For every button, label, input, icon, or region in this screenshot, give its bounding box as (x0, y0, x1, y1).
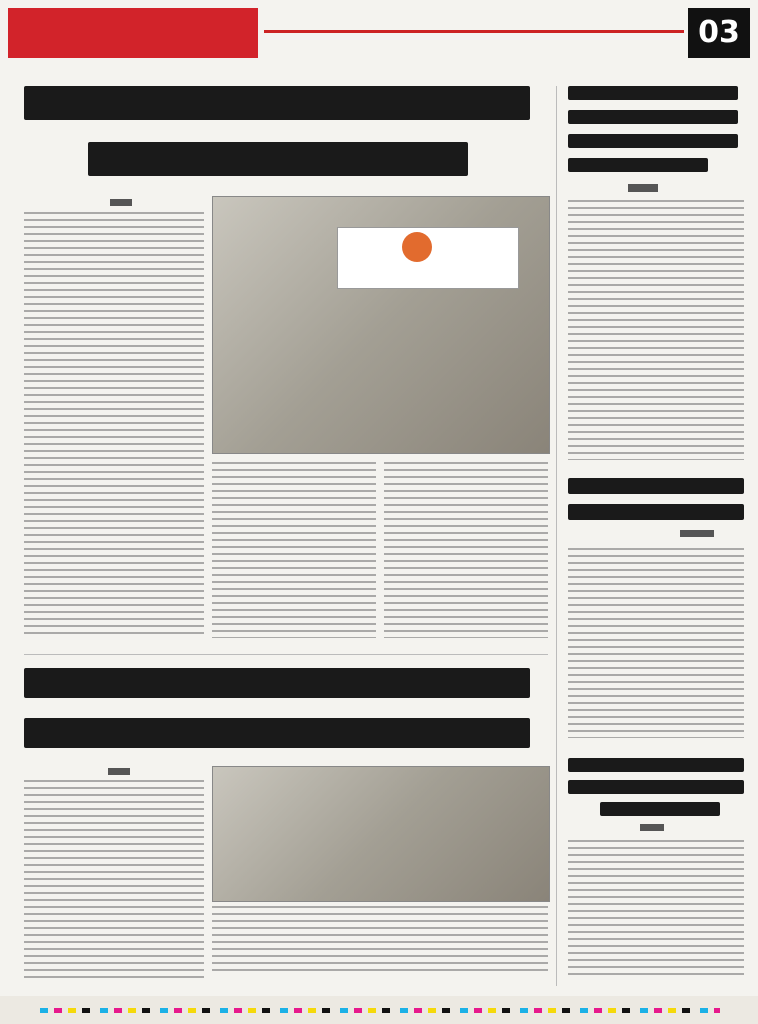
lead-photo (212, 196, 550, 454)
lead-headline-line-2 (88, 142, 468, 176)
side-story-1-body (568, 200, 744, 460)
mid-story-dateline (108, 768, 130, 775)
side-story-3-headline-line-3 (600, 802, 720, 816)
mid-headline-line-1 (24, 668, 530, 698)
masthead-date (470, 20, 680, 40)
column-rule (556, 86, 557, 986)
lead-story-body-col-2 (212, 462, 376, 638)
mid-photo-caption (212, 906, 548, 976)
side-story-2-body (568, 548, 744, 738)
masthead-flag (8, 8, 258, 58)
side-story-1-dateline (628, 184, 658, 192)
lead-photo-banner-text (338, 266, 518, 284)
side-story-3-headline-line-2 (568, 780, 744, 794)
section-rule (24, 654, 548, 655)
side-story-3-headline-line-1 (568, 758, 744, 772)
side-story-3-dateline (640, 824, 664, 831)
side-story-2-headline-line-2 (568, 504, 744, 520)
party-logo-icon (402, 232, 432, 262)
mid-story-body (24, 780, 204, 980)
lead-story-body-col-1 (24, 212, 204, 636)
lead-headline-line-1 (24, 86, 530, 120)
side-story-1-headline-line-2 (568, 110, 738, 124)
color-registration-strip (40, 1008, 720, 1013)
lead-story-dateline (110, 199, 132, 206)
side-story-2-headline-line-1 (568, 478, 744, 494)
page-number: 03 (688, 8, 750, 58)
side-story-1-headline-line-3 (568, 134, 738, 148)
side-story-2-dateline (680, 530, 714, 537)
side-story-1-headline-line-1 (568, 86, 738, 100)
mid-photo (212, 766, 550, 902)
lead-photo-banner (337, 227, 519, 289)
lead-story-body-col-3 (384, 462, 548, 638)
side-story-1-headline-line-4 (568, 158, 708, 172)
mid-headline-line-2 (24, 718, 530, 748)
side-story-3-body (568, 840, 744, 980)
